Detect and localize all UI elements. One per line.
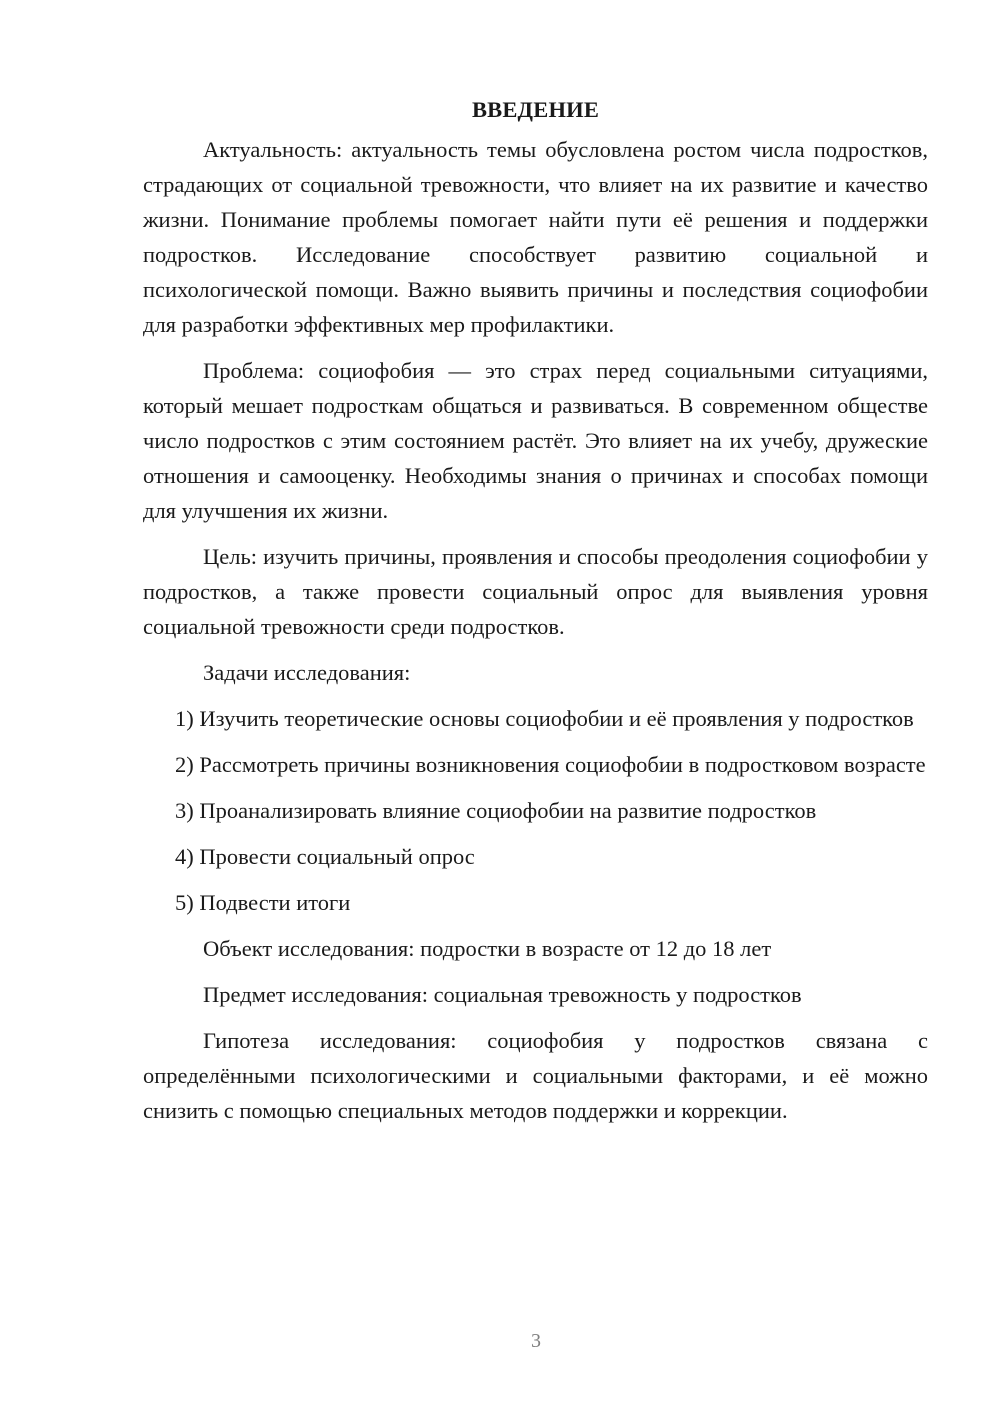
task-item-1: 1) Изучить теоретические основы социофобии и её проявления у подростков (175, 706, 914, 731)
task-item-4: 4) Провести социальный опрос (175, 844, 475, 869)
document-page (143, 92, 928, 1139)
problem-paragraph: Проблема: социофобия — это страх перед социальными ситуациями, который мешает подросткам общаться и развиваться. В современном обществе число подростков с этим состоянием растёт. Это влияет на их учебу, дружеские отношения и самооценку. Необходимы знания о причинах и способах помощи для улучшения их жизни. (143, 358, 928, 523)
research-subject: Предмет исследования: социальная тревожность у подростков (203, 982, 802, 1007)
research-object: Объект исследования: подростки в возрасте от 12 до 18 лет (203, 936, 772, 961)
task-item-5: 5) Подвести итоги (175, 890, 351, 915)
hypothesis-paragraph: Гипотеза исследования: социофобия у подростков связана с определёнными психологическими и социальными факторами, и её можно снизить с помощью специальных методов поддержки и коррекции. (143, 1028, 928, 1123)
goal-paragraph: Цель: изучить причины, проявления и способы преодоления социофобии у подростков, а также провести социальный опрос для выявления уровня социальной тревожности среди подростков. (143, 544, 928, 639)
section-title: ВВЕДЕНИЕ (471, 97, 600, 122)
task-item-3: 3) Проанализировать влияние социофобии на развитие подростков (175, 798, 817, 823)
relevance-paragraph: Актуальность: актуальность темы обусловлена ростом числа подростков, страдающих от социальной тревожности, что влияет на их развитие и качество жизни. Понимание проблемы помогает найти пути её решения и поддержки подростков. Исследование способствует развитию социальной и психологической помощи. Важно выявить причины и последствия социофобии для разработки эффективных мер профилактики. (143, 137, 928, 337)
tasks-heading: Задачи исследования: (203, 660, 411, 685)
page-number: 3 (531, 1330, 541, 1352)
task-item-2: 2) Рассмотреть причины возникновения социофобии в подростковом возрасте (175, 752, 926, 777)
